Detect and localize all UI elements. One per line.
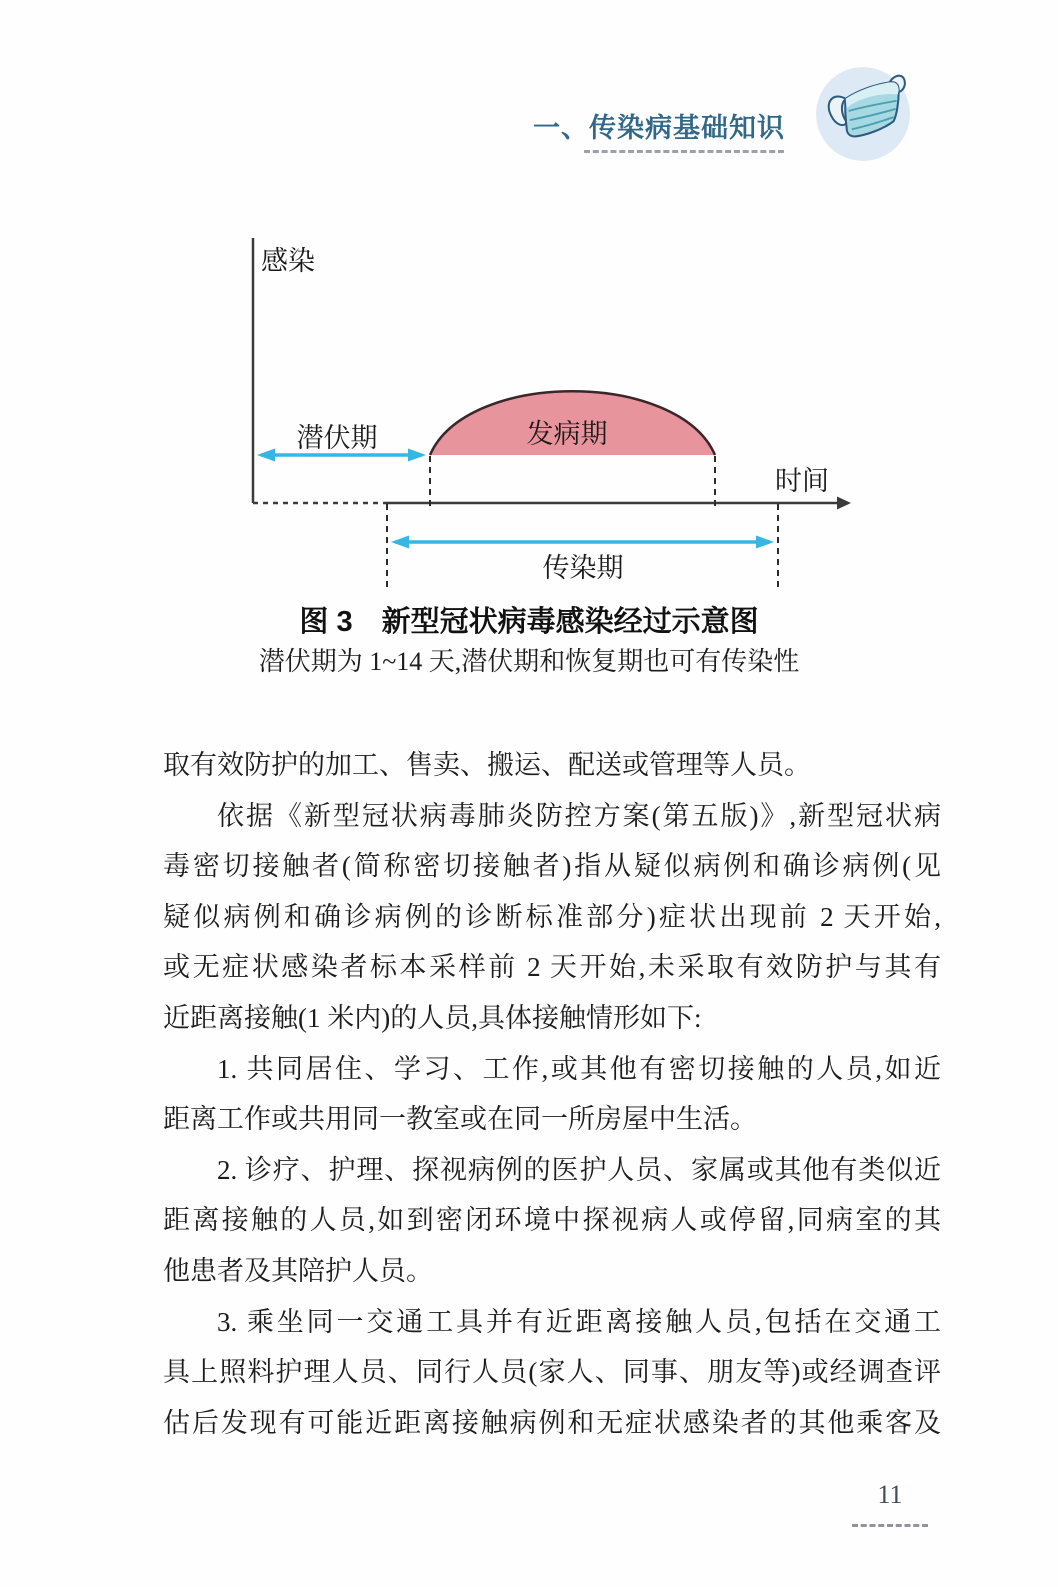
page-number-dashes	[852, 1524, 928, 1527]
body-line: 依据《新型冠状病毒肺炎防控方案(第五版)》,新型冠状病	[217, 800, 941, 831]
body-line: 3. 乘坐同一交通工具并有近距离接触人员,包括在交通工	[217, 1306, 941, 1337]
body-line: 距离工作或共用同一教室或在同一所房屋中生活。	[163, 1104, 757, 1135]
body-text	[163, 740, 941, 1448]
x-axis-arrowhead	[837, 497, 851, 510]
body-line: 近距离接触(1 米内)的人员,具体接触情形如下:	[163, 1002, 702, 1033]
body-line: 取有效防护的加工、售卖、搬运、配送或管理等人员。	[163, 750, 811, 780]
incubation-label: 潜伏期	[296, 423, 378, 453]
face-mask-icon	[812, 62, 914, 164]
body-line: 疑似病例和确诊病例的诊断标准部分)症状出现前 2 天开始,	[163, 901, 941, 932]
infectious-label: 传染期	[542, 553, 624, 583]
figure-caption: 图 3 新型冠状病毒感染经过示意图	[299, 606, 759, 638]
x-axis-label: 时间	[775, 466, 829, 496]
infection-course-diagram	[215, 232, 865, 592]
onset-label: 发病期	[526, 419, 608, 449]
incubation-arrowhead-right	[408, 449, 426, 462]
y-axis-label: 感染	[261, 246, 315, 276]
infectious-arrowhead-left	[391, 536, 409, 549]
chapter-title: 一、传染病基础知识	[533, 113, 785, 143]
figure-subcaption: 潜伏期为 1~14 天,潜伏期和恢复期也可有传染性	[258, 647, 800, 676]
body-line: 2. 诊疗、护理、探视病例的医护人员、家属或其他有类似近	[217, 1154, 941, 1185]
body-line: 具上照料护理人员、同行人员(家人、同事、朋友等)或经调查评	[163, 1357, 941, 1388]
incubation-arrowhead-left	[257, 449, 275, 462]
body-line: 距离接触的人员,如到密闭环境中探视病人或停留,同病室的其	[163, 1205, 941, 1236]
page-number: 11	[877, 1480, 903, 1509]
body-line: 他患者及其陪护人员。	[163, 1255, 433, 1286]
infectious-arrowhead-right	[756, 536, 774, 549]
body-line: 1. 共同居住、学习、工作,或其他有密切接触的人员,如近	[217, 1053, 941, 1084]
chapter-underline	[584, 150, 784, 153]
body-line: 毒密切接触者(简称密切接触者)指从疑似病例和确诊病例(见	[163, 851, 941, 882]
body-line: 估后发现有可能近距离接触病例和无症状感染者的其他乘客及	[163, 1407, 941, 1438]
body-line: 或无症状感染者标本采样前 2 天开始,未采取有效防护与其有	[163, 952, 941, 983]
